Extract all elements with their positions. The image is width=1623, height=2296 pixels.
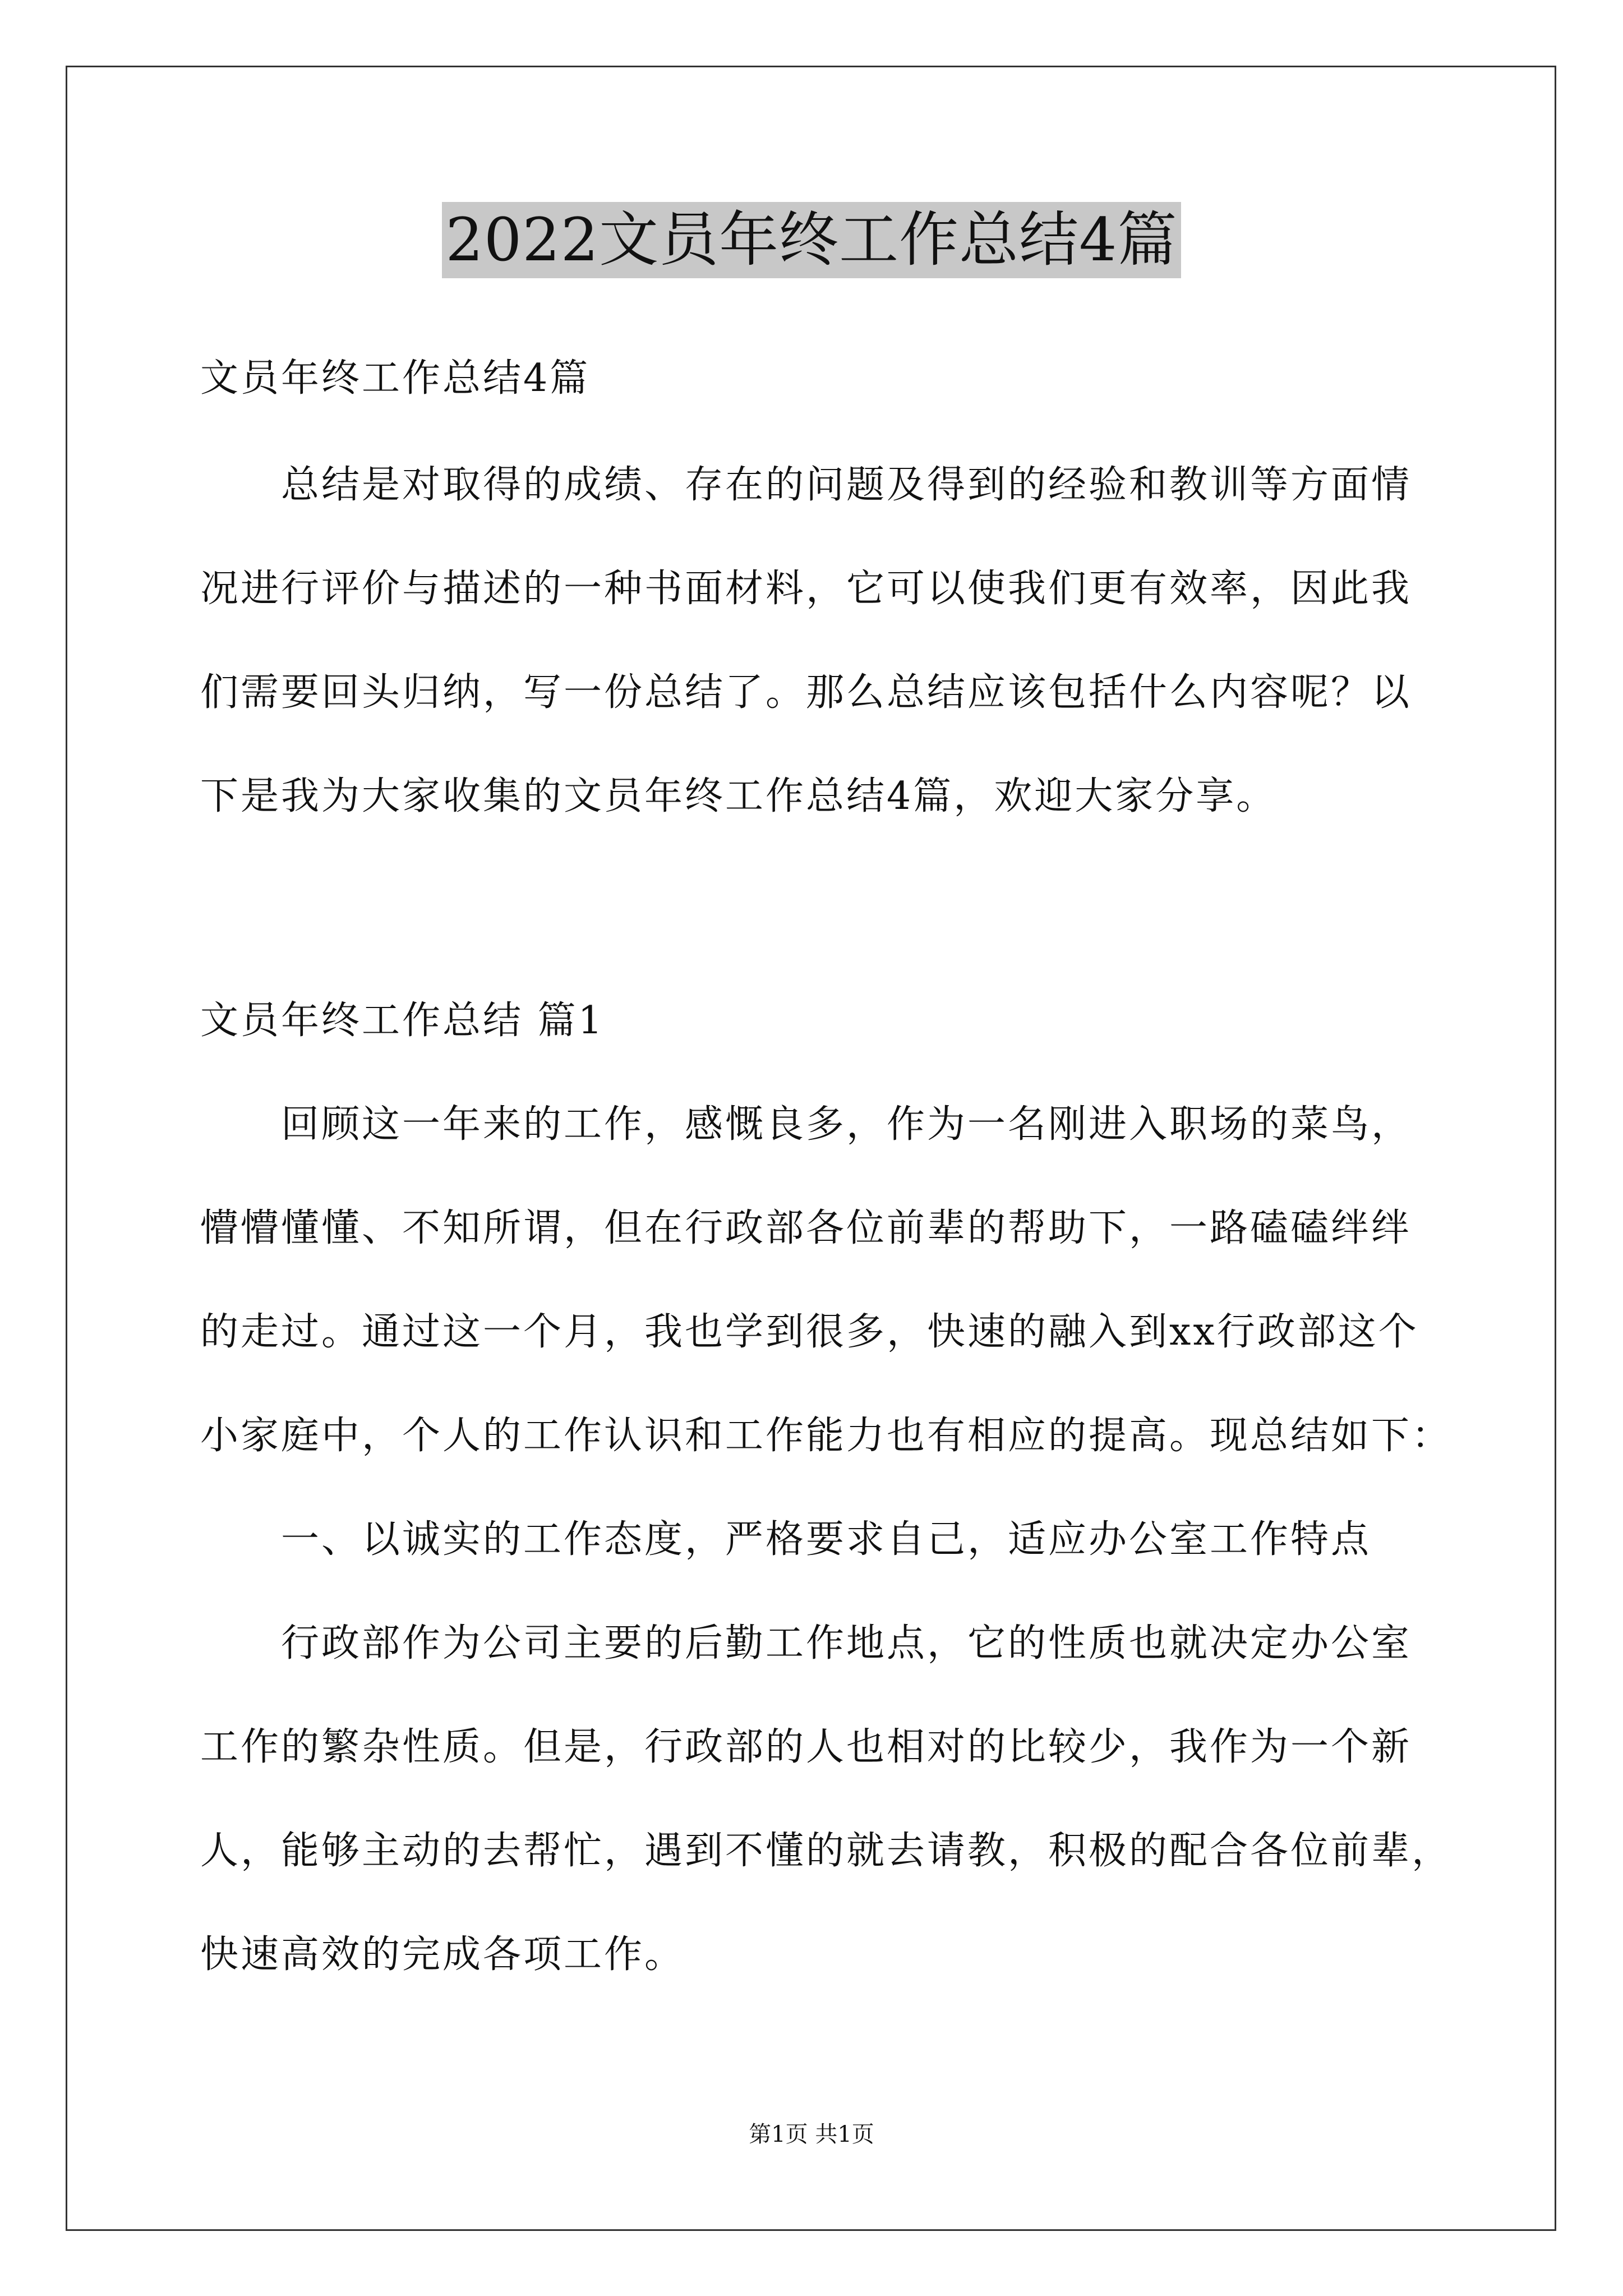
intro-line: 下是我为大家收集的文员年终工作总结4篇，欢迎大家分享。 bbox=[200, 774, 1277, 818]
page-footer: 第1页 共1页 bbox=[749, 2122, 874, 2147]
subtitle: 文员年终工作总结4篇 bbox=[200, 356, 591, 401]
section-heading: 文员年终工作总结 篇1 bbox=[200, 999, 605, 1043]
intro-line: 们需要回头归纳，写一份总结了。那么总结应该包括什么内容呢？以 bbox=[200, 670, 1412, 715]
paragraph-line: 人，能够主动的去帮忙，遇到不懂的就去请教，积极的配合各位前辈， bbox=[200, 1829, 1453, 1873]
intro-line: 况进行评价与描述的一种书面材料，它可以使我们更有效率，因此我 bbox=[200, 567, 1412, 611]
paragraph-line: 回顾这一年来的工作，感慨良多，作为一名刚进入职场的菜鸟， bbox=[281, 1102, 1412, 1147]
title-block bbox=[0, 202, 1623, 278]
paragraph-line: 小家庭中，个人的工作认识和工作能力也有相应的提高。现总结如下： bbox=[200, 1414, 1453, 1458]
paragraph-line: 快速高效的完成各项工作。 bbox=[200, 1932, 685, 1977]
intro-line: 总结是对取得的成绩、存在的问题及得到的经验和教训等方面情 bbox=[281, 463, 1412, 507]
paragraph-line: 的走过。通过这一个月，我也学到很多，快速的融入到xx行政部这个 bbox=[200, 1310, 1419, 1354]
paragraph-line: 懵懵懂懂、不知所谓，但在行政部各位前辈的帮助下，一路磕磕绊绊 bbox=[200, 1206, 1412, 1250]
point-heading: 一、以诚实的工作态度，严格要求自己，适应办公室工作特点 bbox=[281, 1517, 1372, 1562]
paragraph-line: 工作的繁杂性质。但是，行政部的人也相对的比较少，我作为一个新 bbox=[200, 1725, 1412, 1769]
paragraph-line: 行政部作为公司主要的后勤工作地点，它的性质也就决定办公室 bbox=[281, 1621, 1412, 1665]
document-title: 2022文员年终工作总结4篇 bbox=[442, 202, 1181, 278]
